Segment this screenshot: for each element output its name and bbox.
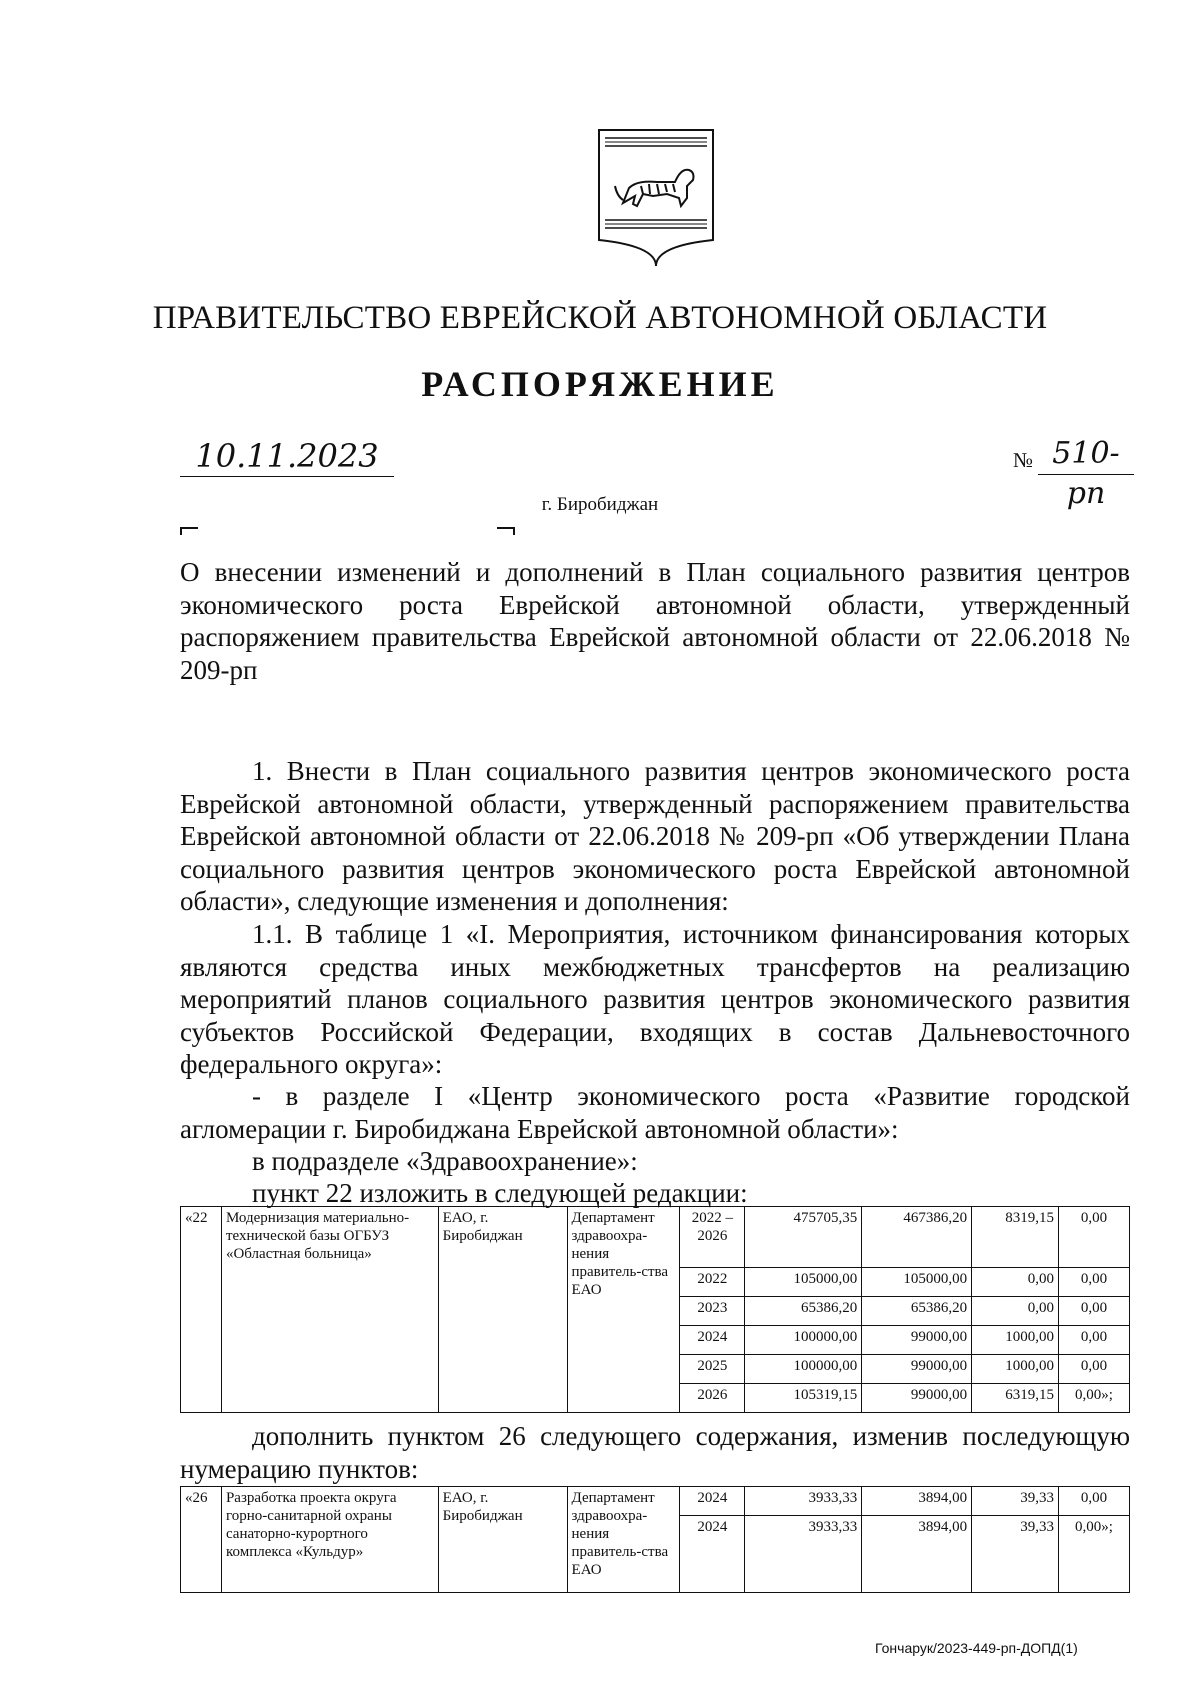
row-total: 475705,35 (745, 1207, 862, 1268)
table-item-22 (180, 1206, 1130, 1413)
row-regional: 1000,00 (972, 1355, 1059, 1384)
item-number: «26 (181, 1487, 222, 1593)
row-year: 2024 (680, 1326, 745, 1355)
row-other: 0,00 (1059, 1355, 1130, 1384)
row-federal: 99000,00 (862, 1326, 972, 1355)
row-other: 0,00»; (1058, 1516, 1129, 1593)
row-federal: 105000,00 (862, 1268, 972, 1297)
city: г. Биробиджан (541, 494, 659, 515)
government-name: ПРАВИТЕЛЬСТВО ЕВРЕЙСКОЙ АВТОНОМНОЙ ОБЛАСТИ (152, 300, 1048, 336)
corner-mark-left (180, 527, 198, 535)
row-other: 0,00 (1059, 1326, 1130, 1355)
row-year: 2024 (680, 1516, 745, 1593)
paragraph-1: 1. Внести в План социального развития центров экономического роста Еврейской автономной области, утвержденный распоряжением правительства Еврейской автономной области от 22.06.2018 № 209-рп «Об утверждении Плана социального развития центров экономического роста Еврейской автономной области», следующие изменения и дополнения: (180, 756, 1130, 916)
row-total: 105000,00 (745, 1268, 862, 1297)
number-label: № (1013, 448, 1034, 472)
document-footer-code: Гончарук/2023-449-рп-ДОПД(1) (875, 1640, 1078, 1656)
row-regional: 6319,15 (972, 1384, 1059, 1413)
corner-mark-right (497, 527, 515, 535)
row-regional: 0,00 (972, 1268, 1059, 1297)
row-year: 2022 (680, 1268, 745, 1297)
paragraph-1-1: 1.1. В таблице 1 «I. Мероприятия, источником финансирования которых являются средства иных межбюджетных трансфертов на реализацию мероприятий планов социального развития центров экономического развития субъектов Российской Федерации, входящих в состав Дальневосточного федерального округа»: (180, 919, 1130, 1079)
row-regional: 0,00 (972, 1297, 1059, 1326)
document-type: РАСПОРЯЖЕНИЕ (421, 364, 779, 404)
table-row (181, 1487, 1130, 1516)
row-year: 2024 (680, 1487, 745, 1516)
row-other: 0,00»; (1059, 1384, 1130, 1413)
row-federal: 3894,00 (862, 1487, 972, 1516)
item-place: ЕАО, г. Биробиджан (438, 1207, 567, 1413)
coat-of-arms-tiger-icon (597, 128, 715, 268)
row-regional: 39,33 (972, 1487, 1059, 1516)
row-total: 3933,33 (745, 1516, 862, 1593)
row-other: 0,00 (1059, 1268, 1130, 1297)
row-total: 100000,00 (745, 1326, 862, 1355)
row-total: 65386,20 (745, 1297, 862, 1326)
item-name: Модернизация материально-технической базы ОГБУЗ «Областная больница» (221, 1207, 438, 1413)
table-row (181, 1207, 1130, 1268)
table-item-26 (180, 1486, 1130, 1593)
row-federal: 3894,00 (862, 1516, 972, 1593)
row-other: 0,00 (1059, 1207, 1130, 1268)
paragraph-item26: дополнить пунктом 26 следующего содержания, изменив последующую нумерацию пунктов: (180, 1421, 1130, 1484)
item-executor: Департамент здравоохра-нения правитель-ства ЕАО (567, 1207, 680, 1413)
paragraph-subsection: в подразделе «Здравоохранение»: (252, 1146, 638, 1176)
document-number: 510-рп (1038, 434, 1134, 475)
item-executor: Департамент здравоохра-нения правитель-ства ЕАО (567, 1487, 680, 1593)
item-place: ЕАО, г. Биробиджан (438, 1487, 567, 1593)
row-total: 105319,15 (745, 1384, 862, 1413)
row-federal: 65386,20 (862, 1297, 972, 1326)
paragraph-section: - в разделе I «Центр экономического роста «Развитие городской агломерации г. Биробиджана Еврейской автономной области»: (180, 1081, 1130, 1144)
row-year: 2023 (680, 1297, 745, 1326)
row-total: 100000,00 (745, 1355, 862, 1384)
item-name: Разработка проекта округа горно-санитарной охраны санаторно-курортного комплекса «Кульдур» (221, 1487, 438, 1593)
row-regional: 8319,15 (972, 1207, 1059, 1268)
row-federal: 467386,20 (862, 1207, 972, 1268)
row-other: 0,00 (1058, 1487, 1129, 1516)
row-regional: 39,33 (972, 1516, 1059, 1593)
row-year: 2026 (680, 1384, 745, 1413)
row-year: 2022 – 2026 (680, 1207, 745, 1268)
row-year: 2025 (680, 1355, 745, 1384)
row-regional: 1000,00 (972, 1326, 1059, 1355)
row-federal: 99000,00 (862, 1384, 972, 1413)
document-title: О внесении изменений и дополнений в План социального развития центров экономического роста Еврейской автономной области, утвержденный распоряжением правительства Еврейской автономной области от 22.06.2018 № 209-рп (180, 557, 1130, 685)
paragraph-item22: пункт 22 изложить в следующей редакции: (252, 1178, 748, 1208)
row-other: 0,00 (1059, 1297, 1130, 1326)
document-date: 10.11.2023 (180, 436, 394, 477)
row-federal: 99000,00 (862, 1355, 972, 1384)
row-total: 3933,33 (745, 1487, 862, 1516)
item-number: «22 (181, 1207, 222, 1413)
